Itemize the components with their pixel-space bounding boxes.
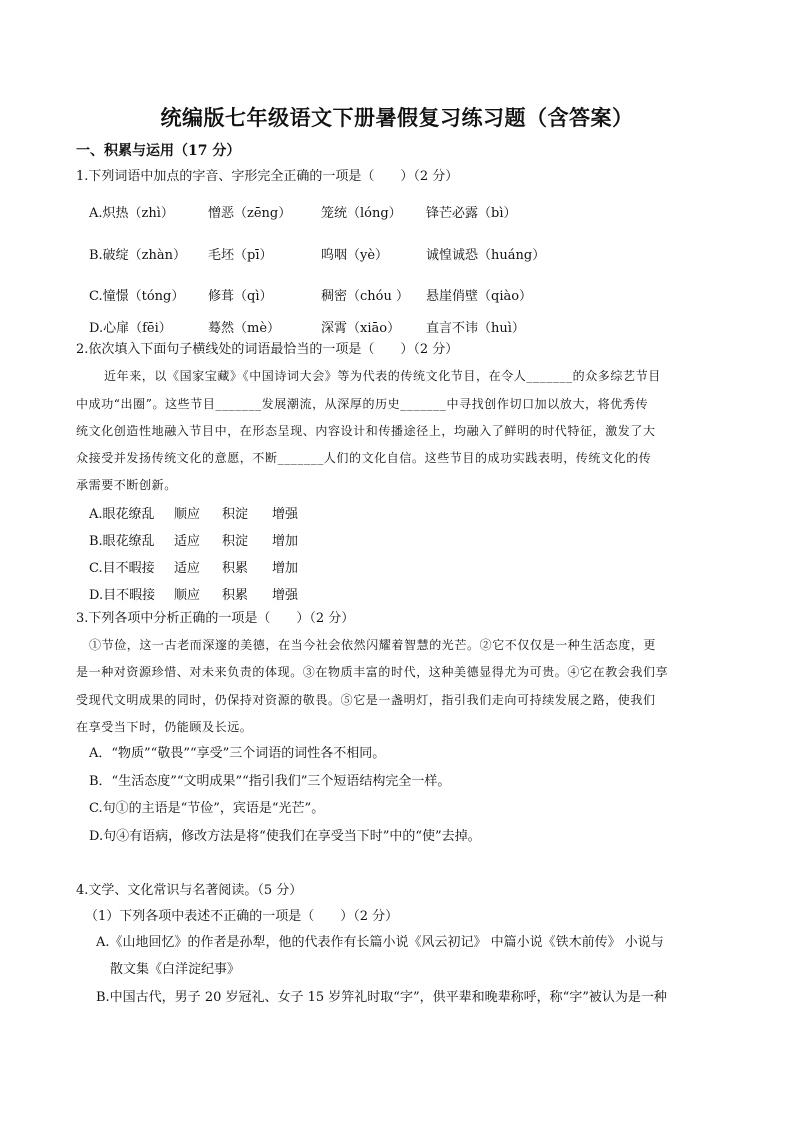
option-word: 直言不讳（huì） [426,321,525,336]
option-word: 积累 [222,561,249,576]
question-3-stem: 3.下列各项中分析正确的一项是（ ）（2 分） [76,611,355,626]
question-4-stem: 4.文学、文化常识与名著阅读。（5 分） [76,883,303,898]
question-2-passage-line: 众接受并发扬传统文化的意愿，不断_______人们的文化自信。这些节目的成功实践表明，传统文化的传 [76,451,652,465]
option-word: B.破绽（zhàn） [89,248,187,263]
option-word: 增强 [272,588,299,603]
option-word: 笼统（lóng） [321,206,402,221]
section-heading: 一、积累与运用（17 分） [76,143,241,159]
option-word: 锋芒必露（bì） [426,206,517,221]
question-3-option-c: C.句①的主语是“节俭”，宾语是“光芒”。 [89,801,325,816]
page-title: 统编版七年级语文下册暑假复习练习题（含答案） [160,105,634,130]
option-word: 蓦然（mè） [208,321,281,336]
question-2-stem: 2.依次填入下面句子横线处的词语最恰当的一项是（ ）（2 分） [76,342,459,357]
question-3-passage-line: 受现代文明成果的同时，仍保持对资源的敬畏。⑤它是一盏明灯，指引我们走向可持续发展之路，使我们 [76,693,656,707]
option-word: B.眼花缭乱 [89,534,155,549]
option-word: 修葺（qì） [208,289,273,304]
question-2-option-c [0,557,794,576]
option-word: 深霄（xiāo） [321,321,401,336]
question-1-option-d [0,317,794,336]
question-3-passage-line: 在享受当下时，仍能顾及长远。 [76,720,253,734]
question-1-option-c [0,285,794,304]
question-4-option-a: A.《山地回忆》的作者是孙犁，他的代表作有长篇小说《风云初记》 中篇小说《铁木前传》 小说与 [96,935,664,950]
question-2-passage-line: 近年来，以《国家宝藏》《中国诗词大会》等为代表的传统文化节目，在令人_______的众多综艺节目 [104,369,661,383]
question-4-option-a-cont: 散文集《白洋淀纪事》 [110,962,241,977]
option-word: 适应 [174,561,201,576]
option-word: C.目不暇接 [89,561,155,576]
question-3-passage-line: 是一种对资源珍惜、对未来负责的体现。③在物质丰富的时代，这种美德显得尤为可贵。④它在教会我们享 [76,665,669,679]
option-word: A.炽热（zhì） [89,206,174,221]
question-3-option-a: A．“物质”“敬畏”“享受”三个词语的词性各不相同。 [89,746,386,761]
question-2-passage-line: 承需要不断创新。 [76,478,177,492]
option-word: 增强 [272,507,299,522]
question-4-option-b: B.中国古代，男子 20 岁冠礼、女子 15 岁笄礼时取“字”，供平辈和晚辈称呼，称“字”被认为是一种 [96,990,667,1005]
question-1-stem: 1.下列词语中加点的字音、字形完全正确的一项是（ ）（2 分） [76,169,459,184]
question-2-passage-line: 统文化创造性地融入节目中，在形态呈现、内容设计和传播途径上，均融入了鲜明的时代特征，激发了大 [76,424,656,438]
option-word: C.憧憬（tóng） [89,289,185,304]
option-word: 悬崖俏壁（qiào） [426,289,533,304]
option-word: 积累 [222,588,249,603]
option-word: 增加 [272,534,299,549]
option-word: 积淀 [222,507,249,522]
question-2-passage-line: 中成功“出圈”。这些节目_______发展潮流，从深厚的历史_______中寻找创作切口加以放大，将优秀传 [76,397,649,411]
question-1-option-b [0,244,794,263]
question-1-option-a [0,202,794,221]
option-word: 适应 [174,534,201,549]
option-word: 稠密（chóu ） [321,289,409,304]
question-2-option-a [0,503,794,522]
question-2-option-d [0,584,794,603]
option-word: A.眼花缭乱 [89,507,155,522]
option-word: 呜咽（yè） [321,248,389,263]
question-3-option-b: B．“生活态度”“文明成果”“指引我们”三个短语结构完全一样。 [89,774,451,789]
option-word: 毛坯（pī） [208,248,273,263]
question-2-option-b [0,530,794,549]
option-word: D.目不暇接 [89,588,156,603]
question-3-option-d: D.句④有语病，修改方法是将“使我们在享受当下时”中的“使”去掉。 [89,829,481,844]
option-word: 诚惶诚恐（huáng） [426,248,546,263]
option-word: 增加 [272,561,299,576]
option-word: D.心扉（fēi） [89,321,172,336]
question-4-sub-1: （1）下列各项中表述不正确的一项是（ ）（2 分） [85,909,399,924]
option-word: 憎恶（zēng） [208,206,292,221]
option-word: 顺应 [174,507,201,522]
option-word: 顺应 [174,588,201,603]
option-word: 积淀 [222,534,249,549]
question-3-passage-line: ①节俭，这一古老而深邃的美德，在当今社会依然闪耀着智慧的光芒。②它不仅仅是一种生活态度，更 [89,638,657,652]
